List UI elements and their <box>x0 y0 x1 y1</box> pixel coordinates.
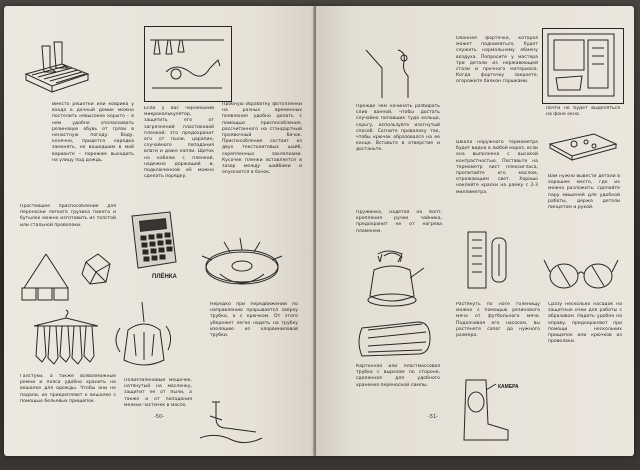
boots-on-doormat-illustration <box>22 34 92 96</box>
film-reel-illustration <box>200 234 284 298</box>
glasses-tip-text: Сразу несколько насадок на защитные очки для работы с абразивом. Надеть удобно на оправу, предохраняют при помощи нескольких прищепок или крючков из проволоки. <box>548 302 622 345</box>
oil-can-bag-illustration <box>114 300 174 372</box>
calculator-illustration <box>124 212 180 270</box>
ties-tip-text: Галстуки, а также всевозможные ремни и пояса удобно хранить на вешалке для одежды. Чтобы они не падали, их прикрепляют к вешалке с помощью бельевых прищепок. <box>20 374 116 404</box>
window-caption-text: почти не будет выделяться на фоне окна. <box>546 106 620 118</box>
thermometer-tip-text: Шкала наружного термометра будет видна в любой мороз, если она выполнена с высокой контрастностью. Поставьте на термометр лист плексигласа, пропитайте его маслом, отражающим свет. Хорошо наклейте краски на рамку с 2-3 миллиметра. <box>456 140 538 195</box>
doormat-tip-text: Вместо решетки или коврика у входа в дачный домик можно постелить невысокое корыто – в нем удобно споласкивать резиновую обувь от грязи в ненастную погоду. Воду, конечно, придется наредка заменять, но вошедшим в мой варианте – порежем выходить на улицу под дождь. <box>52 102 134 163</box>
left-page-number: -50- <box>154 414 164 420</box>
boot-stretch-tip-text: Растянуть по ноге голенищу можно с помощью резинового мяча от футбольного мяча. Подкачивая его насосом, вы растянете сапог до нужного размера. <box>456 302 540 339</box>
film-caption: ПЛЁНКА <box>152 274 177 280</box>
pump-hose-illustration <box>196 398 266 446</box>
kettle-illustration <box>358 250 428 310</box>
lamp-tube-illustration <box>356 318 436 360</box>
wire-carrier-tip-text: Простейшее приспособление для переноски легкого грузика пакета и бутылок можно изготовить из толстой или стальной проволоки. <box>20 204 116 228</box>
oil-can-tip-text: Полиэтиленовый мешочек, натянутый на масленку, защитит ее от пыли, а также и от попадания мелких частичек в масло. <box>124 378 192 408</box>
left-page <box>4 6 316 456</box>
ties-on-hanger-illustration <box>26 308 106 368</box>
camera-caption: КАМЕРА <box>498 384 519 390</box>
safety-glasses-illustration <box>544 252 620 296</box>
drain-tip-text: Прежде чем начинать разбирать слив ванной, чтобы достать случайно попавшие туда кольцо, серьгу, используйте изогнутый способ. Согните проволоку так, чтобы крючок образовался на ее конце. Вставьте в отверстие и достаньте. <box>356 104 440 153</box>
parts-tray-illustration <box>544 124 620 164</box>
kettle-spring-tip-text: Пружинка, надетая на болт, крепления ручки чайника, предохранит ее от нагрева пламенем. <box>356 210 442 234</box>
film-processing-tip-text: Пробную обработку фотопленки на разных временных появления удобно делать с помощью приспособления, рассчитанного на стандартный проявочный бачок. Приспособление состоит из двух текстолитовых шайб, скрепленных заклепками. Кусочек пленки вставляется в зазор между шайбами и опускается в бачок. <box>222 102 302 176</box>
lamp-tube-tip-text: Картонная или пластмассовая трубка с вырезом по стороне, сделанная для удобного хранения переносной лампы. <box>356 364 440 388</box>
bent-wire-illustration <box>360 46 420 104</box>
window-vent-tip-text: Оконная форточка, которая может подниматься, будет служить нормальному обмену воздуха. Попросите у мастера три детали из нержавеющей стали и прочного материала. Когда форточку закроете, огорожите балкон горшками. <box>456 36 538 85</box>
window-vent-illustration <box>544 30 620 100</box>
right-page-number: -51- <box>428 414 438 420</box>
pump-tip-text: Нередко при передвижении по направлению прорывается сверху трубка, а с крючком. От этого убережет легко надеть на трубку изоляцию из хлорвиниловой трубки. <box>210 302 298 339</box>
calculator-tip-text: Если у вас черненький микрокалькулятор, защитить его от загрязнений пластиковой пленкой: это предохранит его от пыли, царапин, случайного попадания влаги и даже капли. Щиток на кабелю с пленкой, надежно держащей и, подключенной её можно сделать порядку. <box>144 106 214 180</box>
thermometer-illustration <box>464 228 516 292</box>
right-page <box>316 6 634 456</box>
parts-tray-tip-text: Вам нужно вывести детали в хорошем месте, где их можно разложить: сделайте пару мишеней для удобной работы, держа детали пинцетом и рукой. <box>548 174 620 211</box>
wire-carrier-illustration <box>16 248 116 308</box>
